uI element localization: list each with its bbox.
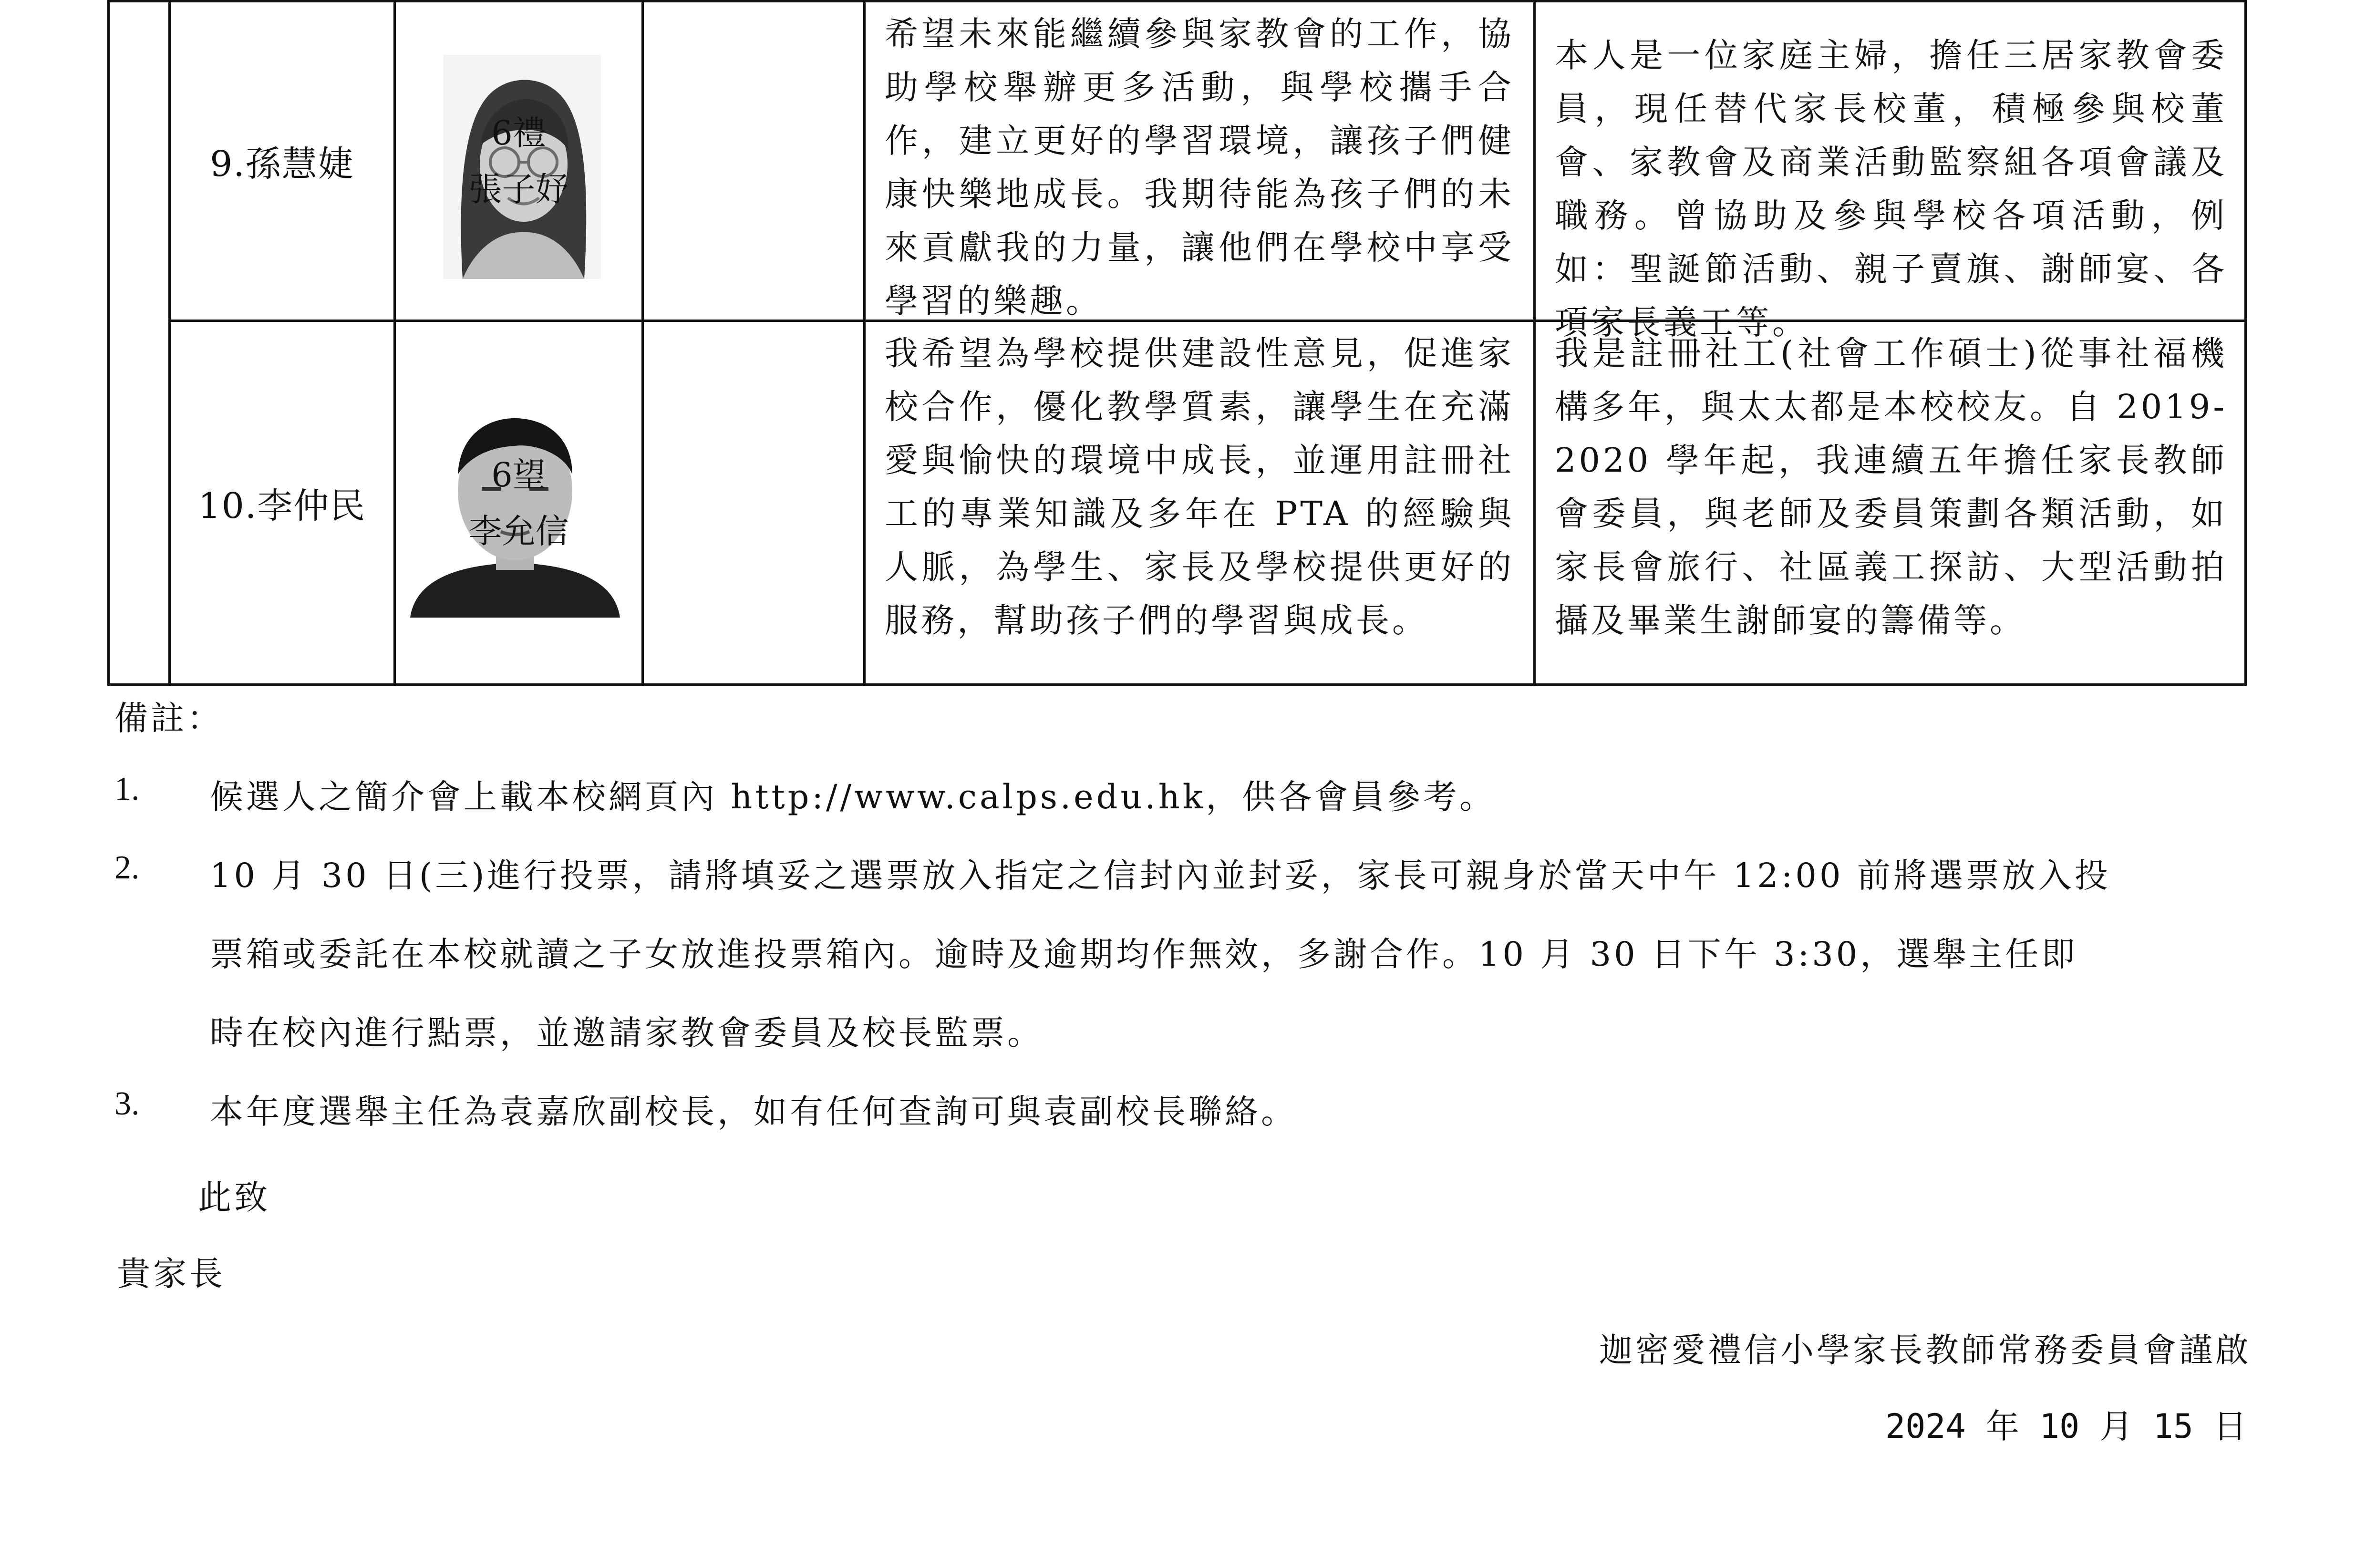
class-label: 6禮: [491, 113, 546, 153]
class-cell: [396, 2, 641, 320]
candidate-name: 10.李仲民: [198, 485, 366, 526]
note-line: 候選人之簡介會上載本校網頁內 http://www.calps.edu.hk，供各會員參考。: [210, 777, 1496, 816]
note-line: 10 月 30 日(三)進行投票，請將填妥之選票放入指定之信封內並封妥，家長可親身於當天中午 12:00 前將選票放入投: [210, 856, 2111, 895]
note-number: 2.: [114, 849, 140, 886]
class-cell: [396, 322, 641, 684]
class-label: 6望: [491, 455, 546, 495]
note-number: 1.: [114, 771, 140, 807]
note-number: 3.: [114, 1085, 140, 1122]
child-name: 李允信: [468, 512, 569, 551]
candidate-aspiration: 希望未來能繼續參與家教會的工作，協助學校舉辦更多活動，與學校攜手合作，建立更好的學習環境，讓孩子們健康快樂地成長。我期待能為孩子們的未來貢獻我的力量，讓他們在學校中享受學習的樂趣。: [885, 14, 1514, 320]
candidate-profile: 我是註冊社工(社會工作碩士)從事社福機構多年，與太太都是本校校友。自 2019-2020 學年起，我連續五年擔任家長教師會委員，與老師及委員策劃各類活動，如家長會旅行、社區義工探訪、大型活動拍攝及畢業生謝師宴的籌備等。: [1555, 334, 2227, 640]
candidate-name: 9.孫慧婕: [210, 143, 354, 185]
sender-signature: 迦密愛禮信小學家長教師常務委員會謹啟: [1599, 1331, 2252, 1370]
candidate-table: [107, 0, 2247, 686]
note-line: 時在校內進行點票，並邀請家教會委員及校長監票。: [210, 1013, 1044, 1052]
child-name: 張子妤: [468, 169, 569, 209]
candidate-aspiration: 我希望為學校提供建設性意見，促進家校合作，優化教學質素，讓學生在充滿愛與愉快的環境中成長，並運用註冊社工的專業知識及多年在 PTA 的經驗與人脈，為學生、家長及學校提供更好的服務，幫助孩子們的學習與成長。: [885, 334, 1514, 640]
column-divider: [641, 2, 644, 683]
recipient: 貴家長: [117, 1254, 226, 1293]
letter-date: 2024 年 10 月 15 日: [1885, 1407, 2247, 1446]
salutation: 此致: [198, 1178, 270, 1217]
notes-heading: 備註：: [114, 699, 223, 738]
note-line: 票箱或委託在本校就讀之子女放進投票箱內。逾時及逾期均作無效，多謝合作。10 月 30 日下午 3:30，選舉主任即: [210, 935, 2078, 974]
candidate-profile: 本人是一位家庭主婦，擔任三居家教會委員，現任替代家長校董，積極參與校董會、家教會及商業活動監察組各項會議及職務。曾協助及參與學校各項活動，例如：聖誕節活動、親子賣旗、謝師宴、各項家長義工等。: [1555, 36, 2227, 342]
note-line: 本年度選舉主任為袁嘉欣副校長，如有任何查詢可與袁副校長聯絡。: [210, 1092, 1297, 1131]
